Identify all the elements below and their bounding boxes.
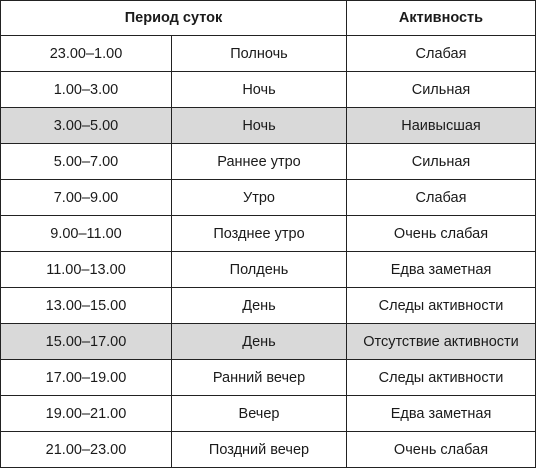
cell-time: 15.00–17.00 — [1, 324, 172, 360]
cell-time: 19.00–21.00 — [1, 396, 172, 432]
table-row — [1, 396, 536, 432]
table-row — [1, 324, 536, 360]
cell-time: 5.00–7.00 — [1, 144, 172, 180]
cell-activity: Отсутствие активности — [347, 324, 536, 360]
cell-activity: Сильная — [347, 72, 536, 108]
cell-time: 17.00–19.00 — [1, 360, 172, 396]
cell-period-name: День — [172, 288, 347, 324]
cell-activity: Очень слабая — [347, 216, 536, 252]
header-period: Период суток — [1, 1, 347, 36]
table-row — [1, 288, 536, 324]
cell-period-name: Ночь — [172, 108, 347, 144]
cell-activity: Слабая — [347, 180, 536, 216]
cell-activity: Едва заметная — [347, 252, 536, 288]
cell-period-name: Ночь — [172, 72, 347, 108]
cell-time: 13.00–15.00 — [1, 288, 172, 324]
table-row — [1, 252, 536, 288]
table-row — [1, 144, 536, 180]
table-row — [1, 360, 536, 396]
cell-time: 9.00–11.00 — [1, 216, 172, 252]
table-row — [1, 108, 536, 144]
table-body — [1, 36, 536, 468]
cell-time: 3.00–5.00 — [1, 108, 172, 144]
cell-period-name: Полночь — [172, 36, 347, 72]
header-activity: Активность — [347, 1, 536, 36]
cell-period-name: Раннее утро — [172, 144, 347, 180]
cell-time: 23.00–1.00 — [1, 36, 172, 72]
cell-time: 1.00–3.00 — [1, 72, 172, 108]
cell-time: 11.00–13.00 — [1, 252, 172, 288]
table-row — [1, 180, 536, 216]
cell-activity: Едва заметная — [347, 396, 536, 432]
cell-activity: Следы активности — [347, 360, 536, 396]
table-row — [1, 216, 536, 252]
cell-period-name: День — [172, 324, 347, 360]
cell-period-name: Вечер — [172, 396, 347, 432]
cell-activity: Слабая — [347, 36, 536, 72]
cell-time: 7.00–9.00 — [1, 180, 172, 216]
table-row — [1, 72, 536, 108]
cell-period-name: Утро — [172, 180, 347, 216]
table-row — [1, 36, 536, 72]
cell-period-name: Ранний вечер — [172, 360, 347, 396]
cell-activity: Наивысшая — [347, 108, 536, 144]
table-header — [1, 1, 536, 36]
cell-period-name: Позднее утро — [172, 216, 347, 252]
cell-period-name: Полдень — [172, 252, 347, 288]
table-row — [1, 432, 536, 468]
cell-activity: Следы активности — [347, 288, 536, 324]
cell-period-name: Поздний вечер — [172, 432, 347, 468]
cell-activity: Очень слабая — [347, 432, 536, 468]
header-row — [1, 1, 536, 36]
cell-activity: Сильная — [347, 144, 536, 180]
cell-time: 21.00–23.00 — [1, 432, 172, 468]
